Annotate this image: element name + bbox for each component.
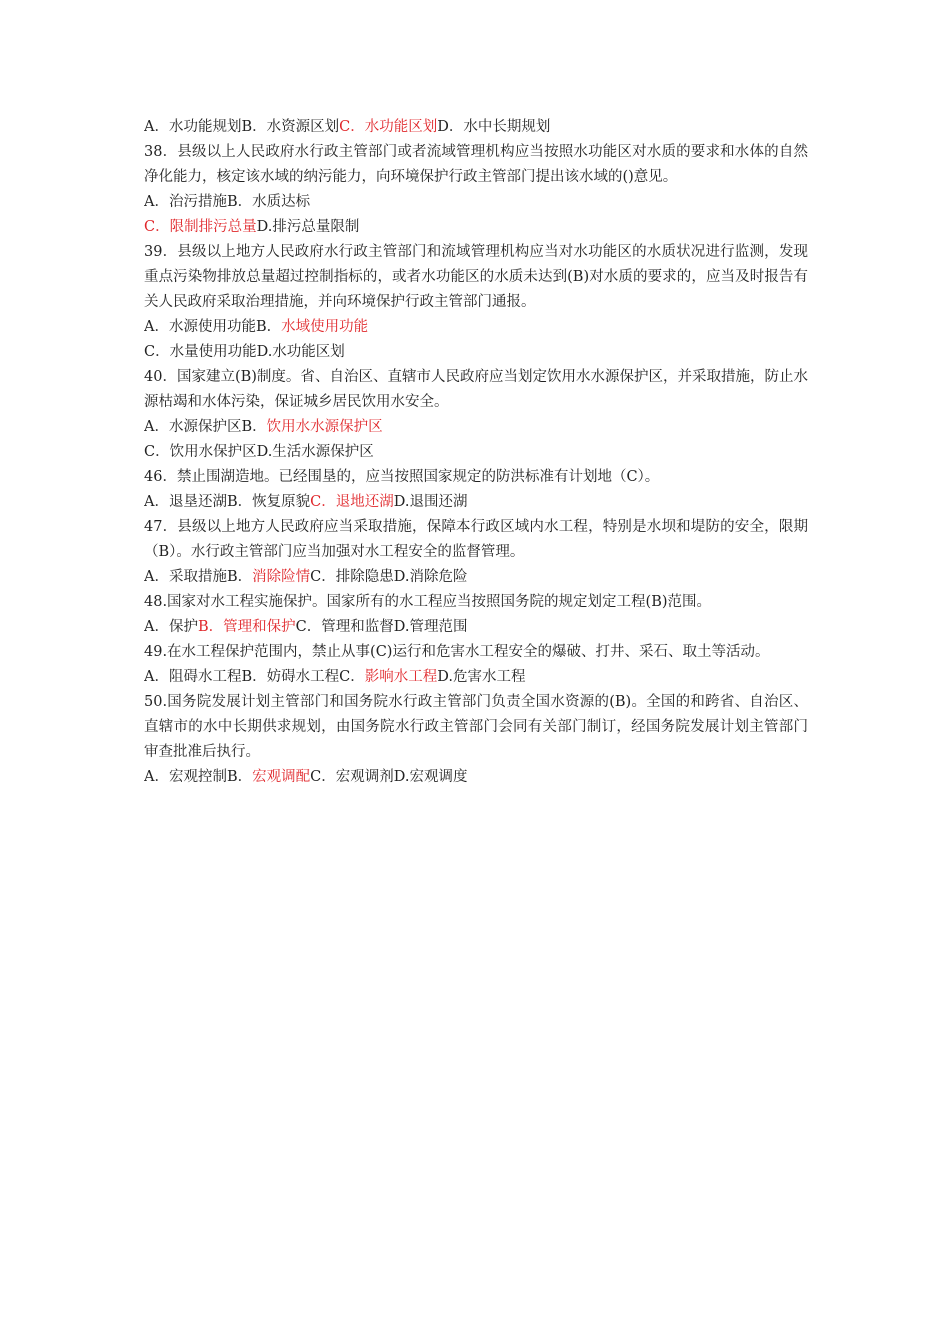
- answer-options: [144, 440, 808, 465]
- correct-answer: 宏观调配: [252, 769, 311, 785]
- question-text: 47．县级以上地方人民政府应当采取措施，保障本行政区域内水工程，特别是水坝和堤防的安全，限期（B）。水行政主管部门应当加强对水工程安全的监督管理。: [144, 519, 808, 560]
- option-text: A．采取措施B．: [144, 569, 253, 585]
- option-text: A．宏观控制B．: [144, 769, 253, 785]
- correct-answer: 饮用水水源保护区: [266, 419, 383, 435]
- correct-answer: B．管理和保护: [197, 619, 296, 635]
- option-text: D.退围还湖: [393, 494, 468, 510]
- question-text: 46．禁止围湖造地。已经围垦的，应当按照国家规定的防洪标准有计划地（C）。: [144, 469, 660, 485]
- answer-options: [144, 190, 808, 215]
- answer-options: [144, 665, 808, 690]
- correct-answer: 影响水工程: [364, 669, 438, 685]
- option-text: C．管理和监督D.管理范围: [295, 619, 468, 635]
- answer-options: [144, 490, 808, 515]
- question-text: 40．国家建立(B)制度。省、自治区、直辖市人民政府应当划定饮用水水源保护区，并采取措施，防止水源枯竭和水体污染，保证城乡居民饮用水安全。: [144, 369, 808, 410]
- option-text: A．水源使用功能B．: [144, 319, 282, 335]
- answer-options: [144, 415, 808, 440]
- correct-answer: C．水功能区划: [339, 119, 438, 135]
- option-text: D.排污总量限制: [256, 219, 360, 235]
- question-text: 50.国务院发展计划主管部门和国务院水行政主管部门负责全国水资源的(B)。全国的和跨省、自治区、直辖市的水中长期供求规划，由国务院水行政主管部门会同有关部门制订，经国务院发展计划主管部门审查批准后执行。: [144, 694, 808, 760]
- question-text: 39．县级以上地方人民政府水行政主管部门和流域管理机构应当对水功能区的水质状况进行监测，发现重点污染物排放总量超过控制指标的，或者水功能区的水质未达到(B)对水质的要求的，应当及时报告有关人民政府采取治理措施，并向环境保护行政主管部门通报。: [144, 244, 808, 310]
- answer-options: [144, 565, 808, 590]
- option-text: C．水量使用功能D.水功能区划: [144, 344, 345, 360]
- correct-answer: C．限制排污总量: [144, 219, 257, 235]
- option-text: C．饮用水保护区D.生活水源保护区: [144, 444, 374, 460]
- answer-options: [144, 115, 808, 140]
- option-text: C．排除隐患D.消除危险: [310, 569, 468, 585]
- option-text: A．退垦还湖B．恢复原貌: [144, 494, 311, 510]
- option-text: C．宏观调剂D.宏观调度: [310, 769, 468, 785]
- option-text: D.危害水工程: [437, 669, 526, 685]
- answer-options: [144, 340, 808, 365]
- option-text: D．水中长期规划: [437, 119, 551, 135]
- option-text: A．水功能规划B．水资源区划: [144, 119, 340, 135]
- answer-options: [144, 615, 808, 640]
- option-text: A．水源保护区B．: [144, 419, 267, 435]
- question-text: 49.在水工程保护范围内，禁止从事(C)运行和危害水工程安全的爆破、打井、采石、取土等活动。: [144, 644, 770, 660]
- option-text: A．治污措施B．水质达标: [144, 194, 311, 210]
- option-text: A．保护: [144, 619, 198, 635]
- question-text: 38．县级以上人民政府水行政主管部门或者流域管理机构应当按照水功能区对水质的要求和水体的自然净化能力，核定该水域的纳污能力，向环境保护行政主管部门提出该水域的()意见。: [144, 144, 808, 185]
- option-text: A．阻碍水工程B．妨碍水工程C．: [144, 669, 365, 685]
- question-text: 48.国家对水工程实施保护。国家所有的水工程应当按照国务院的规定划定工程(B)范围。: [144, 594, 712, 610]
- document-body: [144, 115, 808, 790]
- correct-answer: 消除险情: [252, 569, 311, 585]
- correct-answer: 水域使用功能: [281, 319, 369, 335]
- answer-options: [144, 215, 808, 240]
- answer-options: [144, 315, 808, 340]
- correct-answer: C．退地还湖: [310, 494, 394, 510]
- answer-options: [144, 765, 808, 790]
